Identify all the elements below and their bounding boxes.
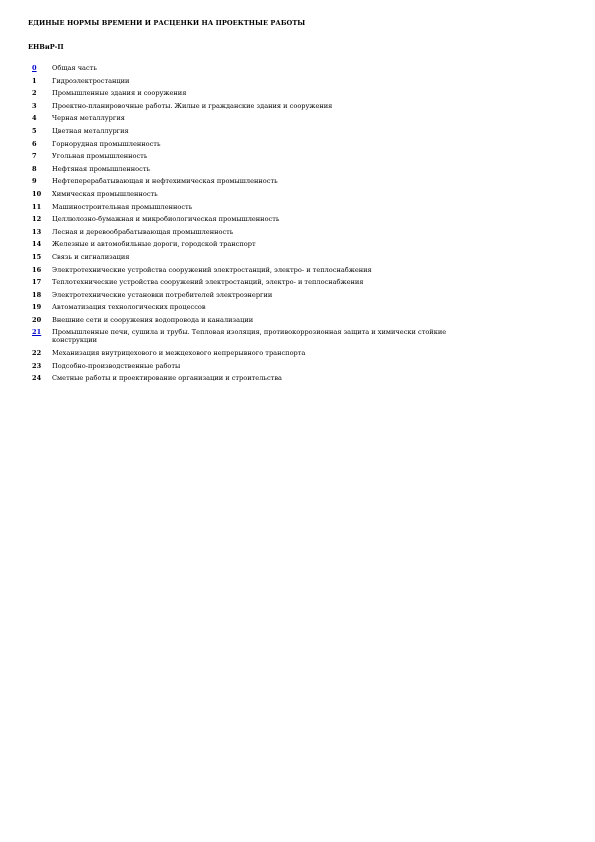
toc-number: 24 [32,374,42,383]
toc-item-15 [28,253,468,261]
toc-number: 1 [32,76,37,85]
toc-item-14 [28,240,468,248]
toc-item-21[interactable] [28,328,468,344]
toc-number: 19 [32,303,42,312]
toc-title: Общая часть [52,64,97,72]
toc-item-4 [28,114,468,122]
table-of-contents [28,64,468,387]
toc-title: Сметные работы и проектирование организации и строительства [52,374,282,383]
toc-title: Электротехнические устройства сооружений электростанций, электро- и теплоснабжения [52,265,372,274]
toc-title: Проектно-планировочные работы. Жилые и гражданские здания и сооружения [52,101,333,110]
toc-number: 20 [32,315,42,324]
toc-item-8 [28,165,468,173]
toc-number: 2 [32,89,37,98]
toc-item-5 [28,127,468,135]
toc-item-0[interactable] [28,64,468,72]
toc-number-link[interactable]: 0 [32,64,37,72]
toc-item-6 [28,140,468,148]
toc-title: Железные и автомобильные дороги, городской транспорт [52,240,256,249]
toc-item-12 [28,215,468,223]
toc-item-24 [28,374,468,382]
toc-item-10 [28,190,468,198]
toc-number: 16 [32,265,42,274]
toc-title: Гидроэлектростанции [52,76,130,85]
toc-title: Теплотехнические устройства сооружений электростанций, электро- и теплоснабжения [52,278,364,287]
toc-item-20 [28,316,468,324]
toc-title: Целлюлозно-бумажная и микробиологическая промышленность [52,215,280,224]
toc-title: Автоматизация технологических процессов [52,303,206,312]
document-title: ЕДИНЫЕ НОРМЫ ВРЕМЕНИ И РАСЦЕНКИ НА ПРОЕКТНЫЕ РАБОТЫ [28,19,306,27]
toc-title: Угольная промышленность [52,152,148,161]
toc-number: 6 [32,139,37,148]
toc-number: 3 [32,101,37,110]
document-code: ЕНВиР-П [28,43,64,51]
toc-item-19 [28,303,468,311]
toc-title: Нефтяная промышленность [52,164,151,173]
toc-title: Горнорудная промышленность [52,139,161,148]
toc-number: 4 [32,114,37,123]
toc-item-9 [28,177,468,185]
toc-number: 7 [32,152,37,161]
toc-item-7 [28,152,468,160]
toc-title: Подсобно-производственные работы [52,361,181,370]
toc-title: Цветная металлургия [52,126,129,135]
toc-number: 15 [32,252,42,261]
toc-title: Черная металлургия [52,114,125,123]
toc-item-3 [28,102,468,110]
toc-number: 8 [32,164,37,173]
toc-title: Механизация внутрицехового и межцехового непрерывного транспорта [52,349,306,358]
toc-number: 13 [32,227,42,236]
toc-title: Химическая промышленность [52,189,158,198]
toc-item-23 [28,362,468,370]
toc-title: Нефтеперерабатывающая и нефтехимическая промышленность [52,177,278,186]
toc-number: 5 [32,126,37,135]
toc-number: 18 [32,290,42,299]
toc-number: 22 [32,349,42,358]
toc-number-link[interactable]: 21 [32,328,42,337]
toc-item-18 [28,291,468,299]
toc-title: Внешние сети и сооружения водопровода и канализации [52,315,254,324]
toc-number: 10 [32,189,42,198]
toc-item-1 [28,77,468,85]
toc-item-22 [28,349,468,357]
toc-title: Электротехнические установки потребителей электроэнергии [52,290,273,299]
toc-title: Промышленные здания и сооружения [52,89,187,98]
toc-title: Промышленные печи, сушила и трубы. Тепловая изоляция, противокоррозионная защита и химически стойкие конструкции [52,328,447,345]
toc-number: 12 [32,215,42,224]
toc-title: Лесная и деревообрабатывающая промышленность [52,227,234,236]
toc-number: 14 [32,240,42,249]
toc-item-2 [28,89,468,97]
toc-number: 11 [32,202,42,211]
toc-number: 9 [32,177,37,186]
toc-item-13 [28,228,468,236]
toc-item-11 [28,203,468,211]
toc-item-16 [28,266,468,274]
toc-title: Связь и сигнализация [52,252,130,261]
toc-number: 23 [32,361,42,370]
toc-item-17 [28,278,468,286]
toc-title: Машиностроительная промышленность [52,202,193,211]
toc-number: 17 [32,278,42,287]
